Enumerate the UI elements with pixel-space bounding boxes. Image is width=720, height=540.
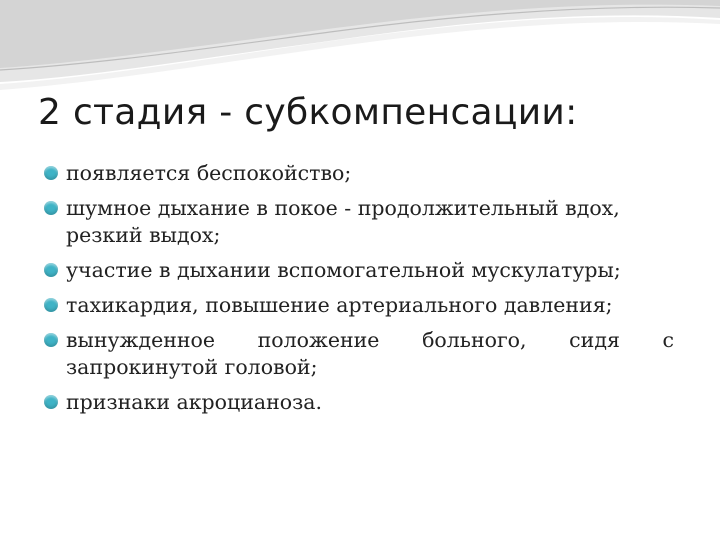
bullet-dot-icon — [44, 298, 58, 312]
list-item-text: признаки акроцианоза. — [66, 390, 322, 414]
list-item-text: шумное дыхание в покое - продолжительный вдох, резкий выдох; — [66, 196, 620, 247]
bullet-dot-icon — [44, 263, 58, 277]
bullet-dot-icon — [44, 333, 58, 347]
slide-title: 2 стадия - субкомпенсации: — [38, 92, 578, 133]
header-swoosh-decoration — [0, 0, 720, 100]
bullet-dot-icon — [44, 201, 58, 215]
list-item — [44, 327, 674, 381]
list-item — [44, 389, 674, 416]
list-item — [44, 195, 674, 249]
list-item — [44, 160, 674, 187]
list-item-text: появляется беспокойство; — [66, 161, 352, 185]
list-item-text: тахикардия, повышение артериального давления; — [66, 293, 613, 317]
list-item — [44, 292, 674, 319]
bullet-dot-icon — [44, 395, 58, 409]
list-item-text: вынужденное положение больного, сидя с запрокинутой головой; — [66, 328, 674, 379]
list-item — [44, 257, 674, 284]
list-item-text: участие в дыхании вспомогательной мускулатуры; — [66, 258, 621, 282]
bullet-dot-icon — [44, 166, 58, 180]
bullet-list — [44, 160, 674, 424]
